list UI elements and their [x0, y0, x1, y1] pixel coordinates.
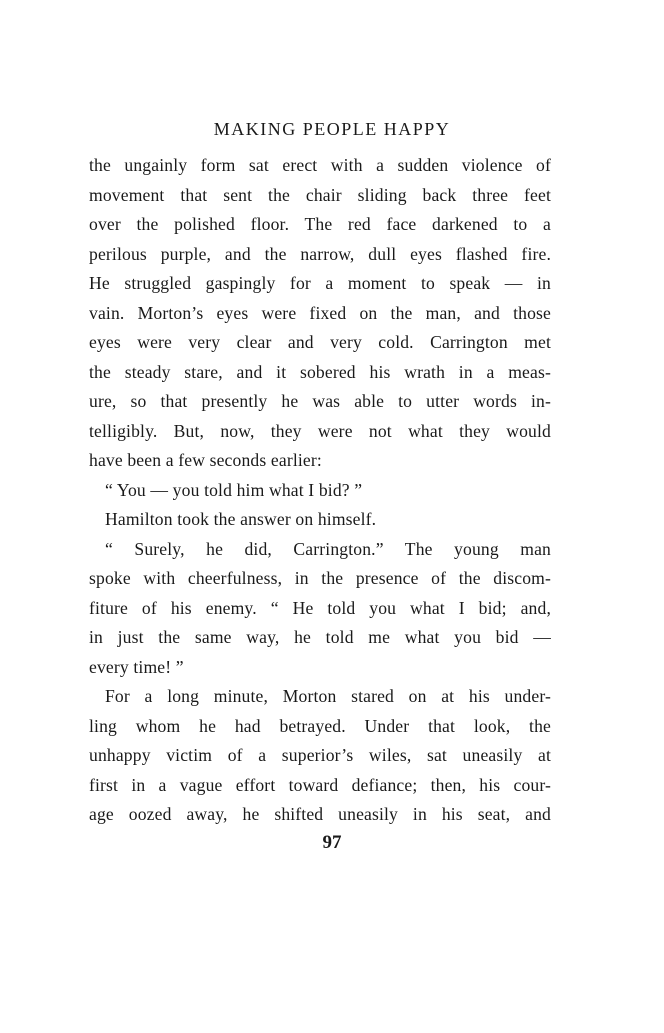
- text-line: every time! ”: [89, 656, 184, 677]
- text-line: unhappy victim of a superior’s wiles, sat uneasily at: [89, 745, 551, 765]
- text-line: in just the same way, he told me what you bid —: [89, 627, 551, 647]
- page-number: 97: [322, 832, 342, 853]
- text-line: the ungainly form sat erect with a sudden violence of: [89, 155, 551, 175]
- running-head: MAKING PEOPLE HAPPY: [213, 119, 451, 139]
- text-line: “ You — you told him what I bid? ”: [105, 479, 363, 500]
- text-line: Hamilton took the answer on himself.: [105, 509, 377, 529]
- body-text: [89, 151, 551, 830]
- text-line: the steady stare, and it sobered his wrath in a meas-: [89, 361, 551, 382]
- text-line: movement that sent the chair sliding back three feet: [89, 184, 551, 205]
- text-line: have been a few seconds earlier:: [89, 450, 322, 470]
- text-line: “ Surely, he did, Carrington.” The young man: [105, 538, 551, 559]
- text-line: ling whom he had betrayed. Under that look, the: [89, 715, 551, 736]
- text-line: He struggled gaspingly for a moment to speak — in: [89, 273, 551, 293]
- text-line: ure, so that presently he was able to utter words in-: [89, 391, 551, 411]
- text-line: vain. Morton’s eyes were fixed on the man, and those: [89, 302, 551, 323]
- text-line: For a long minute, Morton stared on at his under-: [105, 686, 551, 706]
- text-line: spoke with cheerfulness, in the presence of the discom-: [89, 568, 551, 588]
- text-line: eyes were very clear and very cold. Carrington met: [89, 332, 551, 352]
- text-line: perilous purple, and the narrow, dull eyes flashed fire.: [89, 243, 551, 264]
- text-line: telligibly. But, now, they were not what they would: [89, 420, 551, 441]
- text-line: first in a vague effort toward defiance; then, his cour-: [89, 774, 551, 795]
- text-line: over the polished floor. The red face darkened to a: [89, 214, 551, 234]
- text-line: age oozed away, he shifted uneasily in his seat, and: [89, 804, 551, 824]
- text-line: fiture of his enemy. “ He told you what I bid; and,: [89, 597, 551, 618]
